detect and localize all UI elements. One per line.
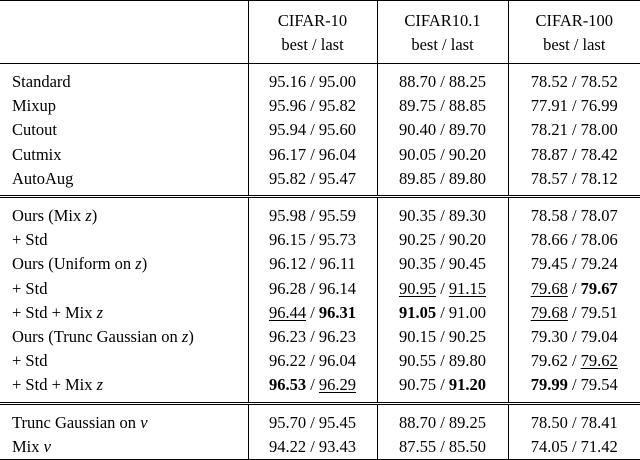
cifar100-cell: 78.21 / 78.00 (508, 118, 640, 142)
cifar100-cell: 79.30 / 79.04 (508, 325, 640, 349)
cifar10-1-cell: 90.35 / 89.30 (377, 197, 508, 229)
cifar100-cell: 79.62 / 79.62 (508, 349, 640, 373)
cifar10-cell: 95.98 / 95.59 (248, 197, 377, 229)
cifar10-1-cell: 90.75 / 91.20 (377, 373, 508, 403)
method-name: Ours (Trunc Gaussian on z) (12, 327, 194, 347)
cifar10-cell: 95.70 / 95.45 (248, 403, 377, 435)
cifar10-1-cell: 89.75 / 88.85 (377, 94, 508, 118)
method-name: Mixup (12, 96, 57, 116)
cifar100-cell: 77.91 / 76.99 (508, 94, 640, 118)
cifar10-1-cell: 89.85 / 89.80 (377, 167, 508, 197)
header-row (0, 1, 640, 34)
cifar100-cell: 79.45 / 79.24 (508, 252, 640, 276)
cifar100-cell: 78.57 / 78.12 (508, 167, 640, 197)
cifar100-cell: 78.50 / 78.41 (508, 403, 640, 435)
method-name: Ours (Mix z) (12, 206, 98, 226)
cifar10-cell: 96.17 / 96.04 (248, 143, 377, 167)
cifar100-cell: 79.99 / 79.54 (508, 373, 640, 403)
corner-cell (0, 33, 248, 64)
method-name: Trunc Gaussian on ν (12, 412, 148, 432)
cifar10-cell: 95.94 / 95.60 (248, 118, 377, 142)
cifar10-cell: 96.12 / 96.11 (248, 252, 377, 276)
cifar10-1-cell: 90.15 / 90.25 (377, 325, 508, 349)
method-name: AutoAug (12, 168, 74, 188)
table-row (0, 277, 640, 301)
cifar10-cell: 95.82 / 95.47 (248, 167, 377, 197)
cifar10-1-cell: 90.35 / 90.45 (377, 252, 508, 276)
table-row (0, 403, 640, 435)
cifar10-cell: 96.15 / 95.73 (248, 228, 377, 252)
cifar100-cell: 74.05 / 71.42 (508, 435, 640, 460)
method-name: Cutout (12, 120, 57, 140)
table-row (0, 197, 640, 229)
dataset-header-cifar10-1: CIFAR10.1 (377, 1, 508, 34)
nu-ablation-group (0, 403, 640, 459)
dataset-header-cifar10: CIFAR-10 (248, 1, 377, 34)
cifar10-1-cell: 90.55 / 89.80 (377, 349, 508, 373)
subheader-cifar10: best / last (248, 33, 377, 64)
method-name: + Std (12, 278, 48, 298)
method-name: Cutmix (12, 144, 62, 164)
cifar10-1-cell: 90.95 / 91.15 (377, 277, 508, 301)
table-row (0, 325, 640, 349)
subheader-cifar10-1: best / last (377, 33, 508, 64)
baseline-group (0, 64, 640, 197)
corner-cell (0, 1, 248, 34)
dataset-header-cifar100: CIFAR-100 (508, 1, 640, 34)
cifar100-cell: 78.87 / 78.42 (508, 143, 640, 167)
table-row (0, 143, 640, 167)
cifar10-cell: 94.22 / 93.43 (248, 435, 377, 460)
subheader-row (0, 33, 640, 64)
cifar10-1-cell: 87.55 / 85.50 (377, 435, 508, 460)
cifar10-1-cell: 88.70 / 88.25 (377, 64, 508, 95)
cifar10-1-cell: 91.05 / 91.00 (377, 301, 508, 325)
table-row (0, 435, 640, 460)
cifar100-cell: 78.66 / 78.06 (508, 228, 640, 252)
table-row (0, 349, 640, 373)
cifar10-cell: 96.53 / 96.29 (248, 373, 377, 403)
method-name: Ours (Uniform on z) (12, 254, 148, 274)
cifar10-cell: 95.16 / 95.00 (248, 64, 377, 95)
cifar10-1-cell: 90.40 / 89.70 (377, 118, 508, 142)
method-name: Mix ν (12, 436, 51, 456)
subheader-cifar100: best / last (508, 33, 640, 64)
method-name: + Std + Mix z (12, 302, 104, 322)
method-name: Standard (12, 72, 71, 91)
cifar10-1-cell: 88.70 / 89.25 (377, 403, 508, 435)
cifar10-cell: 96.28 / 96.14 (248, 277, 377, 301)
cifar10-cell: 96.23 / 96.23 (248, 325, 377, 349)
method-name: + Std (12, 351, 48, 371)
cifar10-1-cell: 90.05 / 90.20 (377, 143, 508, 167)
method-name: + Std (12, 230, 48, 250)
table-row (0, 167, 640, 197)
cifar10-cell: 96.44 / 96.31 (248, 301, 377, 325)
cifar100-cell: 79.68 / 79.51 (508, 301, 640, 325)
ours-group (0, 197, 640, 404)
table-row (0, 228, 640, 252)
table-row (0, 301, 640, 325)
table-row (0, 252, 640, 276)
method-name: + Std + Mix z (12, 375, 104, 395)
table-row (0, 64, 640, 95)
cifar100-cell: 78.52 / 78.52 (508, 64, 640, 95)
cifar100-cell: 79.68 / 79.67 (508, 277, 640, 301)
table-row (0, 94, 640, 118)
cifar10-cell: 96.22 / 96.04 (248, 349, 377, 373)
cifar10-cell: 95.96 / 95.82 (248, 94, 377, 118)
table-row (0, 118, 640, 142)
cifar10-1-cell: 90.25 / 90.20 (377, 228, 508, 252)
cifar100-cell: 78.58 / 78.07 (508, 197, 640, 229)
table-row (0, 373, 640, 403)
